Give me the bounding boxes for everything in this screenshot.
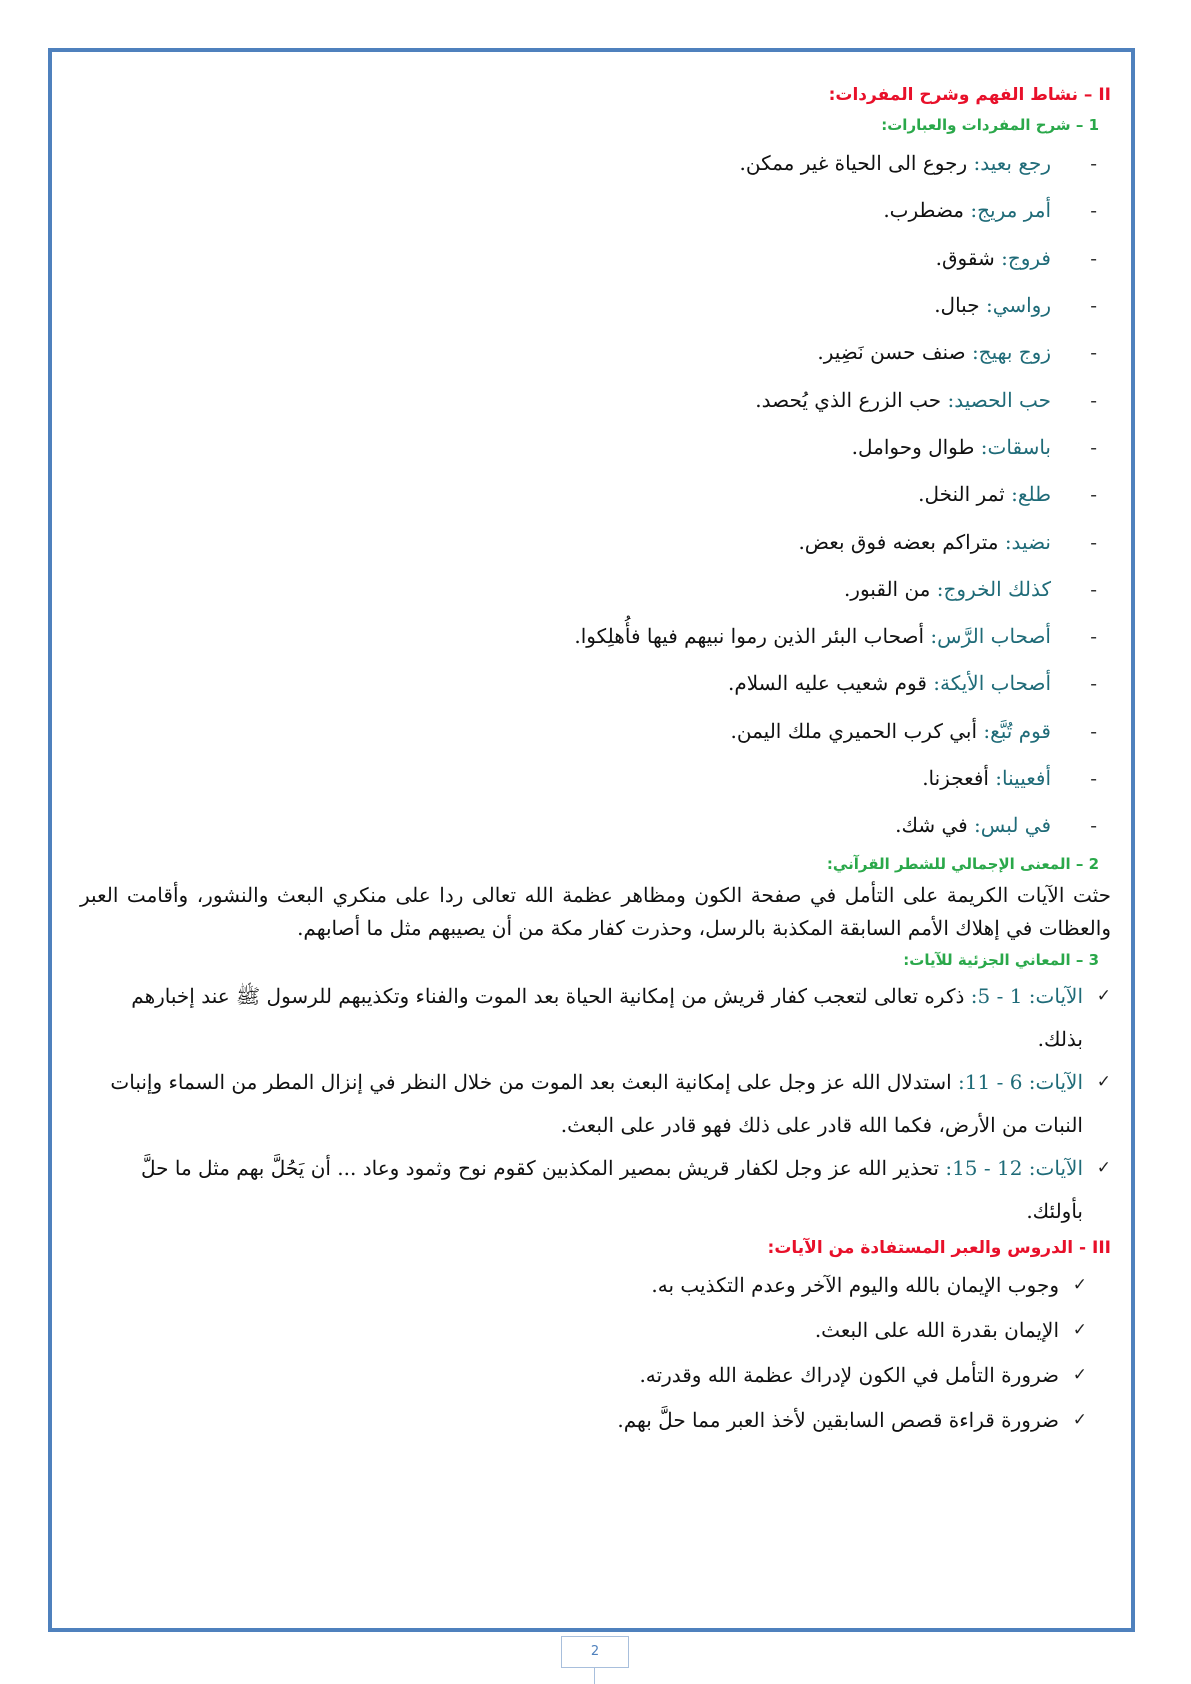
vocab-term: طلع: (1011, 482, 1051, 507)
vocab-subtitle: 1 – شرح المفردات والعبارات: (881, 116, 1099, 134)
verse-meaning: استدلال الله عز وجل على إمكانية البعث بعد الموت من خلال النظر في إنزال المطر من السماء وإنبات النبات من الأرض، فكما الله قادر على ذلك فهو قادر على البعث. (110, 1070, 1083, 1138)
lesson-text: ضرورة التأمل في الكون لإدراك عظمة الله وقدرته. (639, 1363, 1059, 1388)
vocab-def: طوال وحوامل. (851, 434, 975, 459)
vocab-def: أفعجزنا. (922, 766, 989, 790)
vocab-item: - أمر مريج: مضطرب. (80, 187, 1111, 234)
lesson-item (80, 1353, 1087, 1398)
vocab-item: - رجع بعيد: رجوع الى الحياة غير ممكن. (80, 140, 1111, 187)
vocab-term: باسقات: (980, 434, 1051, 459)
vocab-def: من القبور. (843, 576, 931, 601)
verse-meaning: تحذير الله عز وجل لكفار قريش بمصير المكذبين كقوم نوح وثمود وعاد ... أن يَحُلَّ بهم مثل ما حلَّ بأولئك. (140, 1156, 1083, 1224)
summary-paragraph: حثت الآيات الكريمة على التأمل في صفحة الكون ومظاهر عظمة الله تعالى ردا على منكري البعث والنشور، وأقامت العبر والعظات في إهلاك الأمم السابقة المكذبة بالرسل، وحذرت كفار مكة من أن يصيبهم مثل ما أصابهم. (80, 883, 1111, 941)
vocab-term: في لبس: (974, 813, 1051, 838)
vocab-def: أصحاب البئر الذين رموا نبيهم فيها فأُهلِكوا. (574, 624, 925, 649)
vocab-def: أبي كرب الحميري ملك اليمن. (730, 718, 978, 743)
vocab-item: - أفعيينا: أفعجزنا. (80, 755, 1111, 802)
lesson-item (80, 1263, 1087, 1308)
vocab-def: حب الزرع الذي يُحصد. (755, 387, 942, 412)
vocab-item: - فروج: شقوق. (80, 235, 1111, 282)
verse-ref: الآيات: 1 - 5: (970, 984, 1083, 1009)
page-number: 2 (561, 1636, 629, 1668)
verse-meaning: ذكره تعالى لتعجب كفار قريش من إمكانية الحياة بعد الموت والفناء وتكذيبهم للرسول ﷺ عند إخبارهم بذلك. (131, 984, 1083, 1052)
lesson-text: الإيمان بقدرة الله على البعث. (814, 1318, 1059, 1343)
lessons-list (80, 1263, 1111, 1443)
checkmark-icon: ✓ (1096, 986, 1111, 1007)
vocab-term: حب الحصيد: (947, 387, 1051, 412)
vocab-term: زوج بهيج: (971, 340, 1051, 365)
vocab-term: أصحاب الرَّس: (930, 624, 1051, 649)
partial-item (80, 1147, 1111, 1233)
partial-subtitle: 3 – المعاني الجزئية للآيات: (903, 951, 1099, 970)
section3-title: III - الدروس والعبر المستفادة من الآيات: (767, 1238, 1111, 1259)
page-content (80, 80, 1111, 1443)
verse-ref: الآيات: 12 - 15: (945, 1156, 1083, 1181)
vocab-item: - حب الحصيد: حب الزرع الذي يُحصد. (80, 376, 1111, 423)
partial-meanings-list (80, 975, 1111, 1233)
checkmark-icon: ✓ (1096, 1072, 1111, 1093)
checkmark-icon: ✓ (1096, 1158, 1111, 1179)
vocab-item: - أصحاب الأيكة: قوم شعيب عليه السلام. (80, 660, 1111, 707)
vocab-item: - باسقات: طوال وحوامل. (80, 424, 1111, 471)
vocab-item: - رواسي: جبال. (80, 282, 1111, 329)
lesson-text: وجوب الإيمان بالله واليوم الآخر وعدم التكذيب به. (651, 1273, 1059, 1298)
vocab-list (80, 140, 1111, 849)
vocab-term: أصحاب الأيكة: (933, 671, 1051, 696)
checkmark-icon: ✓ (1072, 1410, 1087, 1431)
lesson-item (80, 1398, 1087, 1443)
vocab-term: فروج: (1001, 245, 1051, 270)
vocab-term: قوم تُبَّع: (983, 718, 1051, 743)
vocab-item: - طلع: ثمر النخل. (80, 471, 1111, 518)
vocab-def: في شك. (895, 813, 968, 838)
lesson-item (80, 1308, 1087, 1353)
vocab-def: مضطرب. (883, 198, 965, 223)
vocab-item: - قوم تُبَّع: أبي كرب الحميري ملك اليمن. (80, 708, 1111, 755)
vocab-item: - في لبس: في شك. (80, 802, 1111, 849)
page-number-connector (594, 1668, 595, 1684)
section2-title: II – نشاط الفهم وشرح المفردات: (828, 85, 1111, 105)
vocab-term: أمر مريج: (970, 198, 1051, 223)
vocab-def: رجوع الى الحياة غير ممكن. (739, 151, 968, 176)
vocab-def: جبال. (934, 293, 980, 318)
vocab-item: - نضيد: متراكم بعضه فوق بعض. (80, 518, 1111, 565)
vocab-def: شقوق. (935, 245, 995, 270)
vocab-item: - أصحاب الرَّس: أصحاب البئر الذين رموا نبيهم فيها فأُهلِكوا. (80, 613, 1111, 660)
vocab-def: قوم شعيب عليه السلام. (727, 671, 927, 696)
vocab-term: رواسي: (985, 293, 1051, 318)
vocab-def: صنف حسن نَضِير. (817, 340, 966, 365)
vocab-def: ثمر النخل. (918, 482, 1005, 507)
vocab-term: رجع بعيد: (973, 151, 1051, 176)
lesson-text: ضرورة قراءة قصص السابقين لأخذ العبر مما حلَّ بهم. (617, 1408, 1059, 1433)
checkmark-icon: ✓ (1072, 1320, 1087, 1341)
vocab-def: متراكم بعضه فوق بعض. (798, 529, 999, 554)
partial-item (80, 975, 1111, 1061)
vocab-term: أفعيينا: (995, 766, 1051, 790)
vocab-item: - كذلك الخروج: من القبور. (80, 566, 1111, 613)
checkmark-icon: ✓ (1072, 1365, 1087, 1386)
summary-subtitle: 2 – المعنى الإجمالي للشطر القرآني: (826, 855, 1099, 874)
checkmark-icon: ✓ (1072, 1275, 1087, 1296)
verse-ref: الآيات: 6 - 11: (958, 1070, 1083, 1095)
vocab-term: كذلك الخروج: (936, 576, 1051, 601)
partial-item (80, 1061, 1111, 1147)
vocab-term: نضيد: (1004, 529, 1051, 554)
vocab-item: - زوج بهيج: صنف حسن نَضِير. (80, 329, 1111, 376)
